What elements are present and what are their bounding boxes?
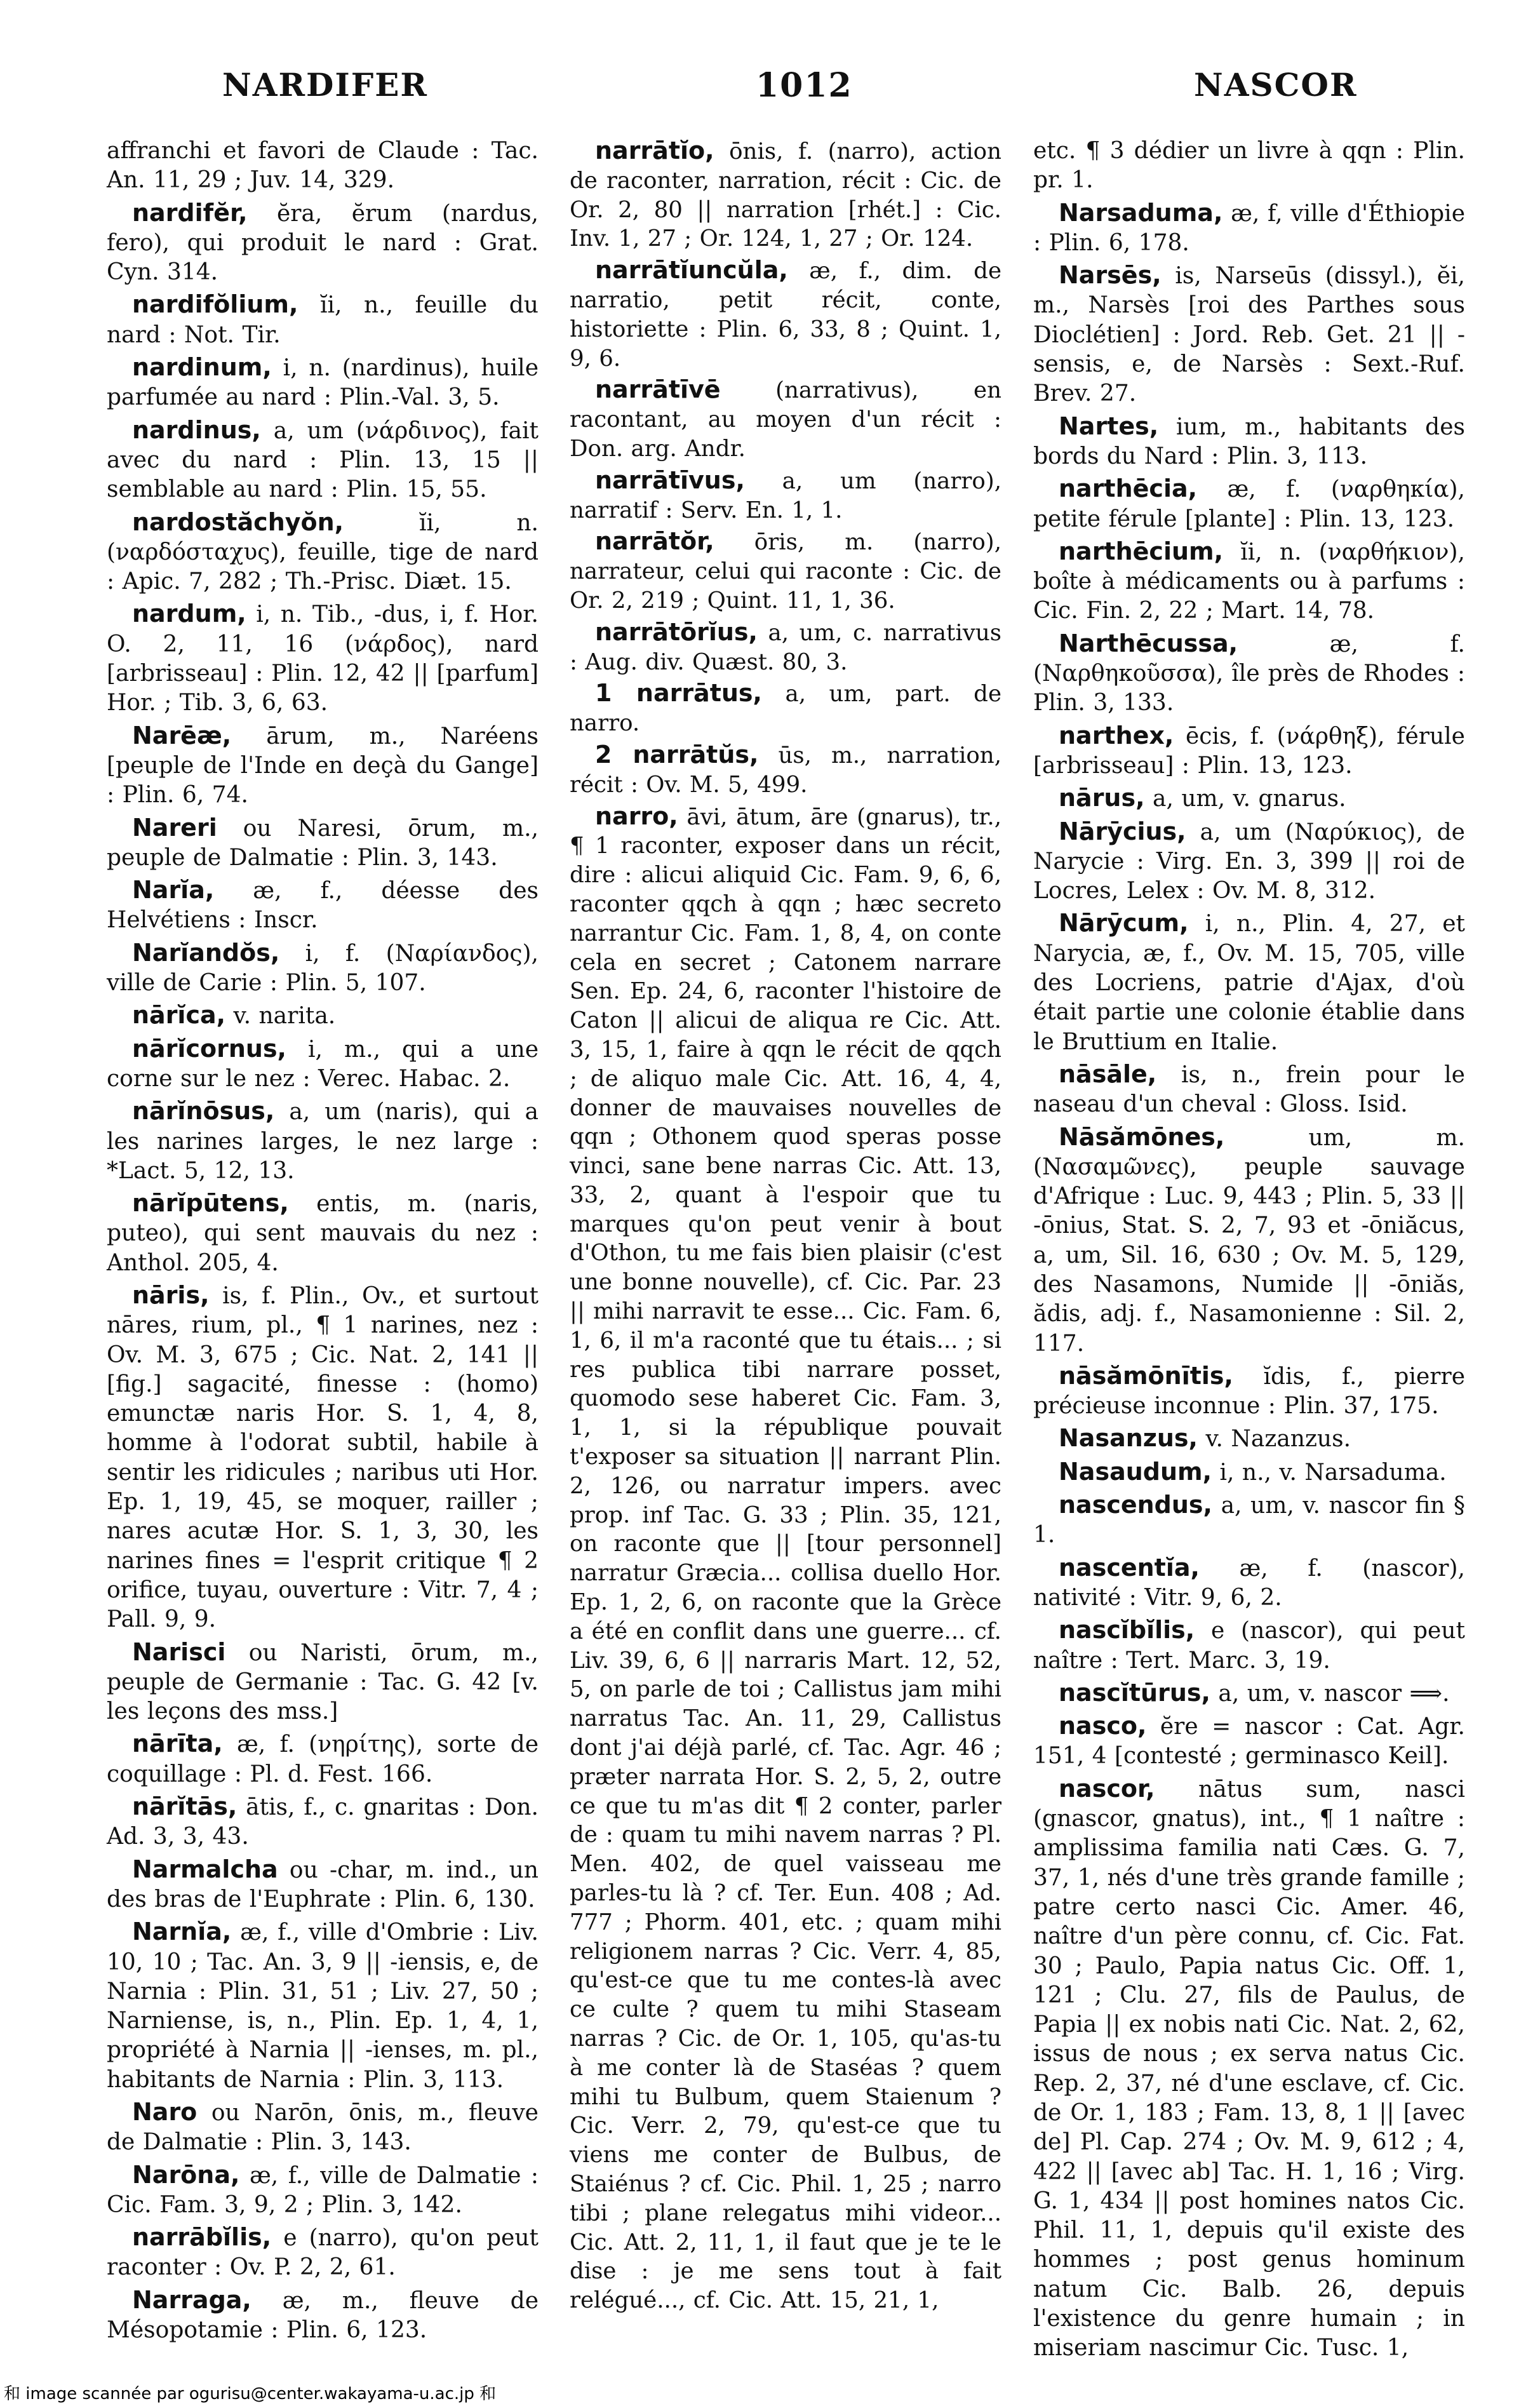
entry-headword: Narsēs, [1059,261,1162,290]
entry-headword: Nāsămōnes, [1059,1122,1225,1151]
dictionary-entry [1033,1678,1465,1709]
entry-definition: affranchi et favori de Claude : Tac. An. 11, 29 ; Juv. 14, 329. [107,138,539,194]
entry-headword: Narōna, [132,2160,240,2189]
entry-headword: nardostăchyŏn, [132,507,344,536]
dictionary-entry [107,1729,539,1789]
entry-definition: ĭdis, f., pierre précieuse inconnue : Plin. 37, 175. [1033,1363,1466,1420]
dictionary-entry [1033,474,1465,534]
entry-headword: nardifĕr, [132,198,248,227]
entry-definition: v. Nazanzus. [1205,1426,1351,1453]
entry-definition: æ, f. (Ναρθηκοῦσσα), île près de Rhodes : Plin. 3, 133. [1033,631,1465,716]
dictionary-entry [1033,1711,1465,1771]
entry-definition: e (narro), qu'on peut raconter : Ov. P. 2, 2, 61. [107,2225,539,2281]
entry-headword: nardum, [132,600,246,628]
entry-headword: narro, [595,802,678,830]
entry-headword: nārĭpūtens, [132,1189,289,1218]
dictionary-entry [1033,629,1465,718]
entry-definition: e (nascor), qui peut naître : Tert. Marc. 3, 19. [1033,1618,1465,1674]
entry-definition: ĭi, n., feuille du nard : Not. Tir. [107,292,539,348]
dictionary-entry [1033,412,1465,472]
entry-definition: a, um (νάρδινος), fait avec du nard : Plin. 13, 15 || semblable au nard : Plin. 15, 55. [107,417,539,503]
dictionary-entry [107,1917,539,2095]
entry-headword: narrātōrĭus, [595,617,758,646]
entry-definition: æ, f. (νηρίτης), sorte de coquillage : Pl. d. Fest. 166. [107,1731,539,1787]
entry-headword: nārĭnōsus, [132,1097,275,1126]
dictionary-entry [107,2097,539,2158]
scan-credit-footer: 和 image scannée par ogurisu@center.wakayama-u.ac.jp 和 [4,2384,497,2403]
entry-headword: Nartes, [1059,412,1159,440]
entry-definition: i, n. Tib., -dus, i, f. Hor. O. 2, 11, 16 (νάρδος), nard [arbrisseau] : Plin. 12, 42 || [parfum] Hor. ; Tib. 3, 6, 63. [107,602,539,716]
entry-headword: nasco, [1059,1712,1147,1740]
entry-definition: (narrativus), en racontant, au moyen d'un récit : Don. arg. Andr. [570,377,1001,462]
dictionary-entry [107,1637,539,1727]
entry-definition: a, um, c. narrativus : Aug. div. Quæst. 80, 3. [570,619,1002,675]
entry-headword: nascor, [1059,1774,1155,1803]
entry-headword: Nārȳcius, [1059,817,1186,845]
entry-definition: ou Narōn, ōnis, m., fleuve de Dalmatie : Plin. 3, 143. [107,2100,539,2156]
entry-headword: narthēcia, [1059,474,1198,503]
entry-headword: nascentĭa, [1059,1553,1200,1582]
dictionary-entry [570,679,1001,738]
dictionary-entry [107,1034,539,1094]
entry-definition: etc. ¶ 3 dédier un livre à qqn : Plin. pr. 1. [1033,138,1465,194]
dictionary-entry [107,290,539,350]
entry-headword: Narmalcha [132,1855,278,1883]
dictionary-entry [570,466,1001,525]
dictionary-entry [1033,1361,1465,1421]
entry-definition: ĭi, n. (ναρδόσταχυς), feuille, tige de nard : Apic. 7, 282 ; Th.-Prisc. Diæt. 15. [107,509,539,595]
entry-headword: Narisci [132,1637,226,1666]
entry-definition: i, n., Plin. 4, 27, et Narycia, æ, f., Ov. M. 15, 705, ville des Locriens, patrie d'Ajax, d'où était partie une colonie établie dans le Bruttium en Italie. [1033,911,1466,1055]
dictionary-entry [1033,817,1465,906]
dictionary-entry [1033,1457,1465,1488]
dictionary-entry [1033,1059,1465,1120]
entry-headword: Naro [132,2098,198,2126]
entry-definition: æ, f, ville d'Éthiopie : Plin. 6, 178. [1033,200,1465,256]
entry-headword: nardifŏlium, [132,290,298,319]
entry-definition: is, Narseūs (dissyl.), ĕi, m., Narsès [roi des Parthes sous Dioclétien] : Jord. Reb. Get. 21 || -sensis, e, de Narsès : Sext.-Ruf. Brev. 27. [1033,263,1465,407]
entry-headword: Narĭandŏs, [132,938,280,967]
entry-definition: nātus sum, nasci (gnascor, gnatus), int., ¶ 1 naître : amplissima familia nati Cæs. G. 7, 37, 1, nés d'une très grande famille ; patre certo nasci Cic. Amer. 46, naître d'un père connu, cf. Cic. Fat. 30 ; Paulo, Papia natus Cic. Off. 1, 121 ; Clu. 27, fils de Paulus, de Papia || ex nobis nati Cic. Nat. 2, 62, issus de nous ; ex serva natus Cic. Rep. 2, 37, né d'une esclave, cf. Cic. de Or. 1, 183 ; Fam. 13, 8, 1 || [avec de] Pl. Cap. 274 ; Ov. M. 9, 612 ; 4, 422 || [avec ab] Tac. H. 1, 16 ; Virg. G. 1, 434 || post homines natos Cic. Phil. 11, 1, depuis qu'il existe des hommes ; post genus hominum natum Cic. Balb. 26, depuis l'existence du genre humain ; in miseriam nascimur Cic. Tusc. 1, [1033,1776,1465,2362]
entry-definition: entis, m. (naris, puteo), qui sent mauvais du nez : Anthol. 205, 4. [107,1191,539,1276]
dictionary-entry [107,415,539,505]
dictionary-entry [107,353,539,413]
dictionary-entry [1033,537,1465,626]
entry-definition: a, um, v. gnarus. [1153,786,1346,812]
entry-definition: æ, f., ville d'Ombrie : Liv. 10, 10 ; Tac. An. 3, 9 || -iensis, e, de Narnia : Plin. 31, 51 ; Liv. 27, 50 ; Narniense, is, n., Plin. Ep. 1, 4, 1, propriété à Narnia || -ienses, m. pl., habitants de Narnia : Plin. 3, 113. [107,1919,539,2093]
entry-headword: nāsămōnītis, [1059,1361,1233,1390]
entry-definition: a, um, v. nascor fin § 1. [1033,1493,1465,1549]
entry-definition: a, um (narro), narratif : Serv. En. 1, 1. [570,467,1002,523]
entry-headword: narrātĭuncŭla, [595,256,788,285]
entry-headword: nardinum, [132,353,272,382]
entry-definition: æ, f. (nascor), nativité : Vitr. 9, 6, 2. [1033,1555,1465,1611]
dictionary-entry [1033,1615,1465,1676]
entry-headword: narrātīvus, [595,466,745,494]
dictionary-entry [1033,137,1465,196]
entry-headword: Narthēcussa, [1059,629,1238,657]
dictionary-entry [107,2222,539,2283]
entry-headword: narrābĭlis, [132,2223,272,2252]
dictionary-entry [107,1188,539,1278]
entry-definition: ōris, m. (narro), narrateur, celui qui raconte : Cic. de Or. 2, 219 ; Quint. 11, 1, 36. [570,529,1002,614]
dictionary-entry [1033,1553,1465,1613]
dictionary-entry [1033,1774,1465,2363]
entry-headword: nāris, [132,1280,210,1309]
dictionary-entry [570,137,1001,253]
entry-headword: 2 narrātŭs, [595,740,759,769]
entry-headword: Narraga, [132,2285,251,2314]
dictionary-entry [107,938,539,998]
entry-definition: i, n., v. Narsaduma. [1219,1459,1447,1486]
dictionary-entry [107,198,539,288]
entry-headword: nārĭca, [132,1001,226,1030]
entry-definition: a, um, v. nascor ⟹. [1218,1680,1450,1707]
dictionary-entry [1033,198,1465,259]
entry-definition: ou -char, m. ind., un des bras de l'Euphrate : Plin. 6, 130. [107,1857,539,1912]
entry-definition: ōnis, f. (narro), action de raconter, narration, récit : Cic. de Or. 2, 80 || narration [rhét.] : Cic. Inv. 1, 27 ; Or. 124, 1, 27 ; Or. 124. [570,138,1001,252]
entry-headword: narthēcium, [1059,537,1224,565]
dictionary-entry [1033,908,1465,1056]
running-head-right: NASCOR [1194,66,1358,104]
page-number: 1012 [756,66,853,105]
dictionary-entry [107,2285,539,2346]
dictionary-entry [570,741,1001,800]
dictionary-entry [107,1096,539,1186]
entry-headword: Narĭa, [132,876,215,904]
entry-definition: ou Naristi, ōrum, m., peuple de Germanie : Tac. G. 42 [v. les leçons des mss.] [107,1639,539,1725]
dictionary-entry [107,599,539,718]
entry-headword: nārus, [1059,784,1145,812]
entry-definition: ium, m., habitants des bords du Nard : Plin. 3, 113. [1033,413,1465,469]
entry-headword: 1 narrātus, [595,679,762,708]
entry-headword: nārĭcornus, [132,1034,286,1063]
dictionary-entry [107,875,539,936]
entry-definition: is, f. Plin., Ov., et surtout nāres, rium, pl., ¶ 1 narines, nez : Ov. M. 3, 675 ; Cic. Nat. 2, 141 || [fig.] sagacité, finesse : (homo) emunctæ naris Hor. S. 1, 4, 8, homme à l'odorat subtil, habile à sentir les ridicules ; naribus uti Hor. Ep. 1, 19, 45, se moquer, railler ; nares acutæ Hor. S. 1, 3, 30, les narines fines = l'esprit critique ¶ 2 orifice, tuyau, ouverture : Vitr. 7, 4 ; Pall. 9, 9. [107,1282,539,1633]
entry-definition: æ, f., dim. de narratio, petit récit, conte, historiette : Plin. 6, 33, 8 ; Quint. 1, 9, 6. [570,258,1001,372]
entry-headword: nascendus, [1059,1491,1212,1519]
dictionary-entry [1033,1122,1465,1359]
entry-headword: nārīta, [132,1730,223,1758]
entry-definition: æ, f., déesse des Helvétiens : Inscr. [107,878,539,934]
entry-definition: æ, m., fleuve de Mésopotamie : Plin. 6, 123. [107,2287,539,2344]
entry-definition: æ, f. (ναρθηκία), petite férule [plante] : Plin. 13, 123. [1033,476,1465,532]
column-1 [107,137,539,2348]
dictionary-entry [107,1855,539,1915]
dictionary-entry [107,1000,539,1031]
dictionary-entry [570,375,1001,463]
entry-headword: narrātĭo, [595,137,714,165]
entry-definition: i, f. (Ναρίανδος), ville de Carie : Plin. 5, 107. [107,940,539,997]
entry-definition: æ, f., ville de Dalmatie : Cic. Fam. 3, 9, 2 ; Plin. 3, 142. [107,2162,539,2218]
dictionary-entry [1033,783,1465,814]
dictionary-entry [570,527,1001,615]
dictionary-entry [107,1792,539,1852]
entry-headword: Nasaudum, [1059,1457,1212,1486]
dictionary-entry [570,618,1001,677]
dictionary-entry [107,2160,539,2221]
entry-headword: nārĭtās, [132,1792,238,1821]
entry-headword: nardinus, [132,415,261,444]
entry-headword: narthex, [1059,721,1174,749]
entry-definition: a, um (Ναρύκιος), de Narycie : Virg. En. 3, 399 || roi de Locres, Lelex : Ov. M. 8, 312. [1033,819,1465,904]
entry-definition: ĕra, ĕrum (nardus, fero), qui produit le nard : Grat. Cyn. 314. [107,200,539,286]
dictionary-entry [1033,1490,1465,1550]
entry-headword: Narsaduma, [1059,198,1223,227]
entry-headword: narrātīvē [595,375,721,404]
column-3 [1033,137,1465,2366]
entry-definition: ou Naresi, ōrum, m., peuple de Dalmatie : Plin. 3, 143. [107,815,539,871]
dictionary-entry [1033,1423,1465,1454]
entry-definition: i, n. (nardinus), huile parfumée au nard : Plin.-Val. 3, 5. [107,355,539,411]
entry-definition: ĕre = nascor : Cat. Agr. 151, 4 [contesté ; germinasco Keil]. [1033,1714,1465,1770]
entry-definition: um, m. (Νασαμῶνες), peuple sauvage d'Afrique : Luc. 9, 443 ; Plin. 5, 33 || -ōnius, Stat. S. 2, 7, 93 et -ōniăcus, a, um, Sil. 16, 630 ; Ov. M. 5, 129, des Nasamons, Numide || -ōniăs, ădis, adj. f., Nasamonienne : Sil. 2, 117. [1033,1124,1465,1357]
entry-headword: Nārȳcum, [1059,909,1189,938]
entry-definition: ūs, m., narration, récit : Ov. M. 5, 499. [570,742,1002,798]
dictionary-entry [107,1280,539,1635]
dictionary-entry [1033,721,1465,781]
entry-headword: narrātŏr, [595,527,714,556]
entry-definition: is, n., frein pour le naseau d'un cheval : Gloss. Isid. [1033,1061,1465,1118]
entry-definition: v. narita. [233,1003,336,1030]
entry-definition: ārum, m., Naréens [peuple de l'Inde en deçà du Gange] : Plin. 6, 74. [107,723,539,809]
dictionary-entry [107,137,539,196]
entry-definition: a, um, part. de narro. [570,681,1002,737]
entry-definition: āvi, ātum, āre (gnarus), tr., ¶ 1 raconter, exposer dans un récit, dire : alicui aliquid Cic. Fam. 9, 6, 6, raconter qqch à qqn ; hæc secreto narrantur Cic. Fam. 1, 8, 4, on conte cela en secret ; Catonem narrare Sen. Ep. 24, 6, raconter l'histoire de Caton || alicui de aliqua re Cic. Att. 3, 15, 1, faire à qqn le récit de qqch ; de aliquo male Cic. Att. 16, 4, 4, donner de mauvaises nouvelles de qqn ; Othonem quod speras posse vinci, sane bene narras Cic. Att. 13, 33, 2, quant à l'espoir que tu marques qu'on peut venir à bout d'Othon, tu me fais bien plaisir (c'est une bonne nouvelle), cf. Cic. Par. 23 || mihi narravit te esse... Cic. Fam. 6, 1, 6, il m'a raconté que tu étais... ; si res publica tibi narrare posset, quomodo sese haberet Cic. Fam. 3, 1, 1, si la république pouvait t'exposer sa situation || narrant Plin. 2, 126, ou narratur impers. avec prop. inf Tac. G. 33 ; Plin. 35, 121, on raconte que || [tour personnel] narratur Græcia... collisa duello Hor. Ep. 1, 2, 6, on raconte que la Grèce a été en conflit dans une guerre... cf. Liv. 39, 6, 6 || narraris Mart. 12, 52, 5, on parle de toi ; Callistus jam mihi narratus Tac. An. 11, 29, Callistus dont j'ai déjà parlé, cf. Tac. Agr. 46 ; præter narrata Hor. S. 2, 5, 2, outre ce que tu m'as dit ¶ 2 conter, parler de : quam tu mihi navem narras ? Pl. Men. 402, de quel vaisseau me parles-tu là ? cf. Ter. Eun. 408 ; Ad. 777 ; Phorm. 401, etc. ; quam mihi religionem narras ? Cic. Verr. 4, 85, qu'est-ce que tu me contes-là avec ce culte ? quem tu mihi Staseam narras ? Cic. de Or. 1, 105, qu'as-tu à me conter là de Staséas ? quem mihi tu Bulbum, quem Staienum ? Cic. Verr. 2, 79, qu'est-ce que tu viens me conter de Bulbus, de Staiénus ? cf. Cic. Phil. 1, 25 ; narro tibi ; plane relegatus mihi videor... Cic. Att. 2, 11, 1, il faut que je te le dise : je me sens tout à fait relégué..., cf. Cic. Att. 15, 21, 1, [570,803,1002,2314]
entry-definition: i, m., qui a une corne sur le nez : Verec. Habac. 2. [107,1036,539,1092]
entry-headword: Nareri [132,813,217,842]
column-2 [570,137,1001,2318]
entry-headword: Narnĭa, [132,1918,232,1946]
entry-headword: nāsāle, [1059,1059,1157,1088]
entry-definition: ĭi, n. (ναρθήκιον), boîte à médicaments ou à parfums : Cic. Fin. 2, 22 ; Mart. 14, 78. [1033,539,1466,624]
dictionary-entry [107,721,539,810]
entry-headword: nascĭbĭlis, [1059,1616,1195,1644]
entry-headword: Narēæ, [132,721,232,749]
dictionary-entry [107,507,539,597]
dictionary-entry [107,813,539,873]
dictionary-entry [570,256,1001,373]
entry-definition: ēcis, f. (νάρθηξ), férule [arbrisseau] : Plin. 13, 123. [1033,723,1465,779]
entry-headword: nascĭtūrus, [1059,1678,1210,1707]
entry-definition: a, um (naris), qui a les narines larges, le nez large : *Lact. 5, 12, 13. [107,1099,539,1184]
entry-headword: Nasanzus, [1059,1424,1198,1453]
dictionary-entry [570,802,1001,2315]
running-head-left: NARDIFER [222,66,428,104]
dictionary-entry [1033,260,1465,408]
entry-definition: ātis, f., c. gnaritas : Don. Ad. 3, 3, 43. [107,1794,539,1850]
